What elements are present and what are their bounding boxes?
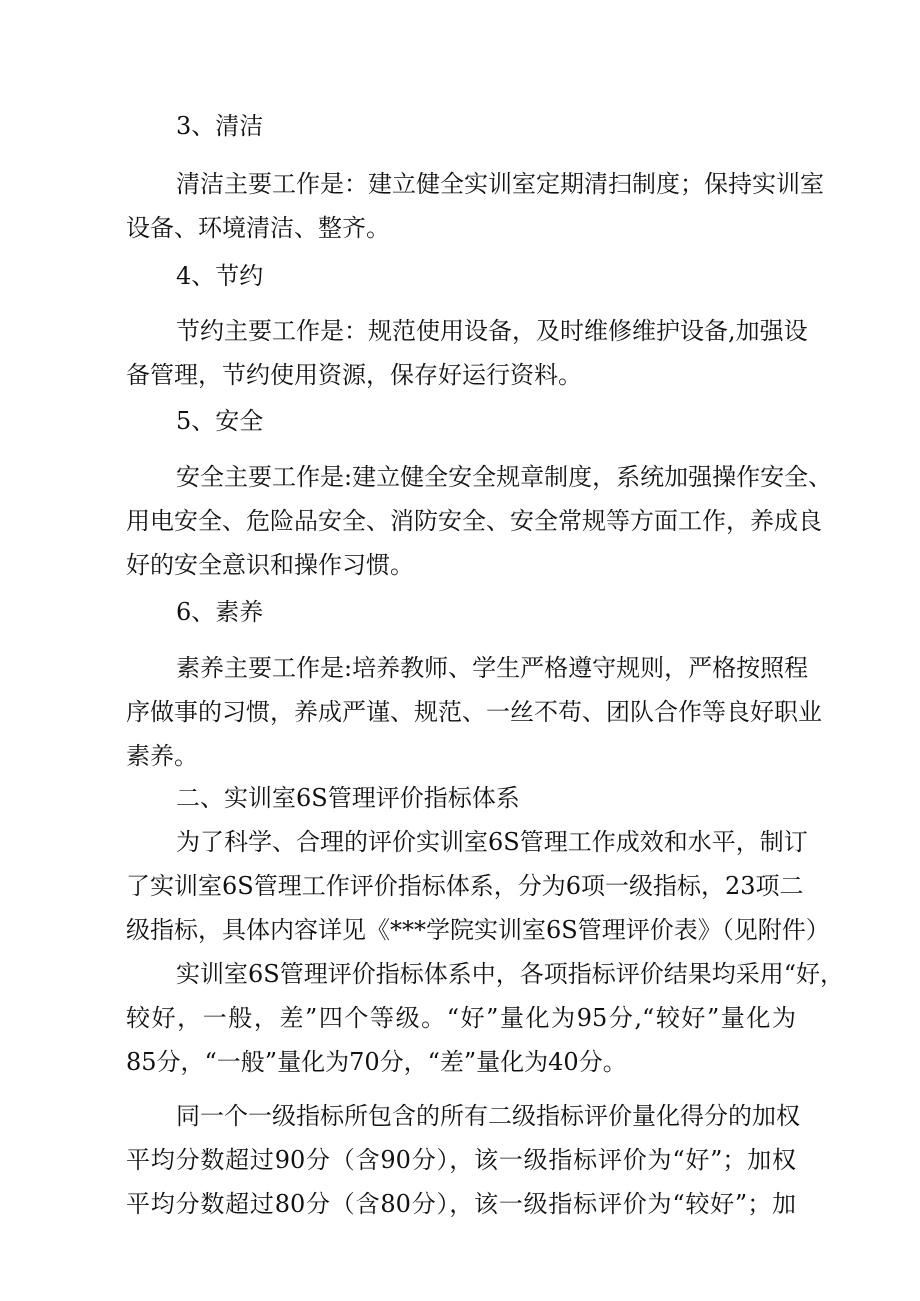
part-2-p2-line-3: 85分，“一般”量化为70分，“差”量化为40分。 <box>126 1048 627 1076</box>
section-4-text-line-2: 备管理，节约使用资源，保存好运行资料。 <box>126 361 582 389</box>
part-2-heading: 二、实训室6S管理评价指标体系 <box>176 784 520 812</box>
part-2-p1-line-3: 级指标，具体内容详见《***学院实训室6S管理评价表》（见附件） <box>126 916 830 944</box>
section-5-text-line-1: 安全主要工作是:建立健全安全规章制度，系统加强操作安全、 <box>176 463 833 491</box>
section-5-heading: 5、安全 <box>176 407 264 435</box>
part-2-p3-line-1: 同一个一级指标所包含的所有二级指标评价量化得分的加权 <box>176 1102 800 1130</box>
section-6-heading: 6、素养 <box>176 598 264 626</box>
section-3-heading: 3、清洁 <box>176 112 264 140</box>
section-3-text-line-2: 设备、环境清洁、整齐。 <box>126 214 390 242</box>
part-2-p1-line-1: 为了科学、合理的评价实训室6S管理工作成效和水平，制订 <box>176 828 808 856</box>
part-2-p3-line-3: 平均分数超过80分（含80分），该一级指标评价为“较好”；加 <box>126 1190 796 1218</box>
section-4-heading: 4、节约 <box>176 262 264 290</box>
section-6-text-line-3: 素养。 <box>126 742 198 770</box>
part-2-p3-line-2: 平均分数超过90分（含90分），该一级指标评价为“好”；加权 <box>126 1146 796 1174</box>
section-6-text-line-2: 序做事的习惯，养成严谨、规范、一丝不苟、团队合作等良好职业 <box>126 698 822 726</box>
section-5-text-line-3: 好的安全意识和操作习惯。 <box>126 551 414 579</box>
part-2-p1-line-2: 了实训室6S管理工作评价指标体系，分为6项一级指标，23项二 <box>126 872 804 900</box>
section-6-text-line-1: 素养主要工作是:培养教师、学生严格遵守规则，严格按照程 <box>176 654 809 682</box>
part-2-p2-line-1: 实训室6S管理评价指标体系中，各项指标评价结果均采用“好， <box>176 960 844 988</box>
section-5-text-line-2: 用电安全、危险品安全、消防安全、安全常规等方面工作，养成良 <box>126 507 822 535</box>
section-4-text-line-1: 节约主要工作是：规范使用设备，及时维修维护设备,加强设 <box>176 317 808 345</box>
part-2-p2-line-2: 较好，一般，差”四个等级。“好”量化为95分,“较好”量化为 <box>126 1004 796 1032</box>
section-3-text-line-1: 清洁主要工作是：建立健全实训室定期清扫制度；保持实训室 <box>176 170 824 198</box>
